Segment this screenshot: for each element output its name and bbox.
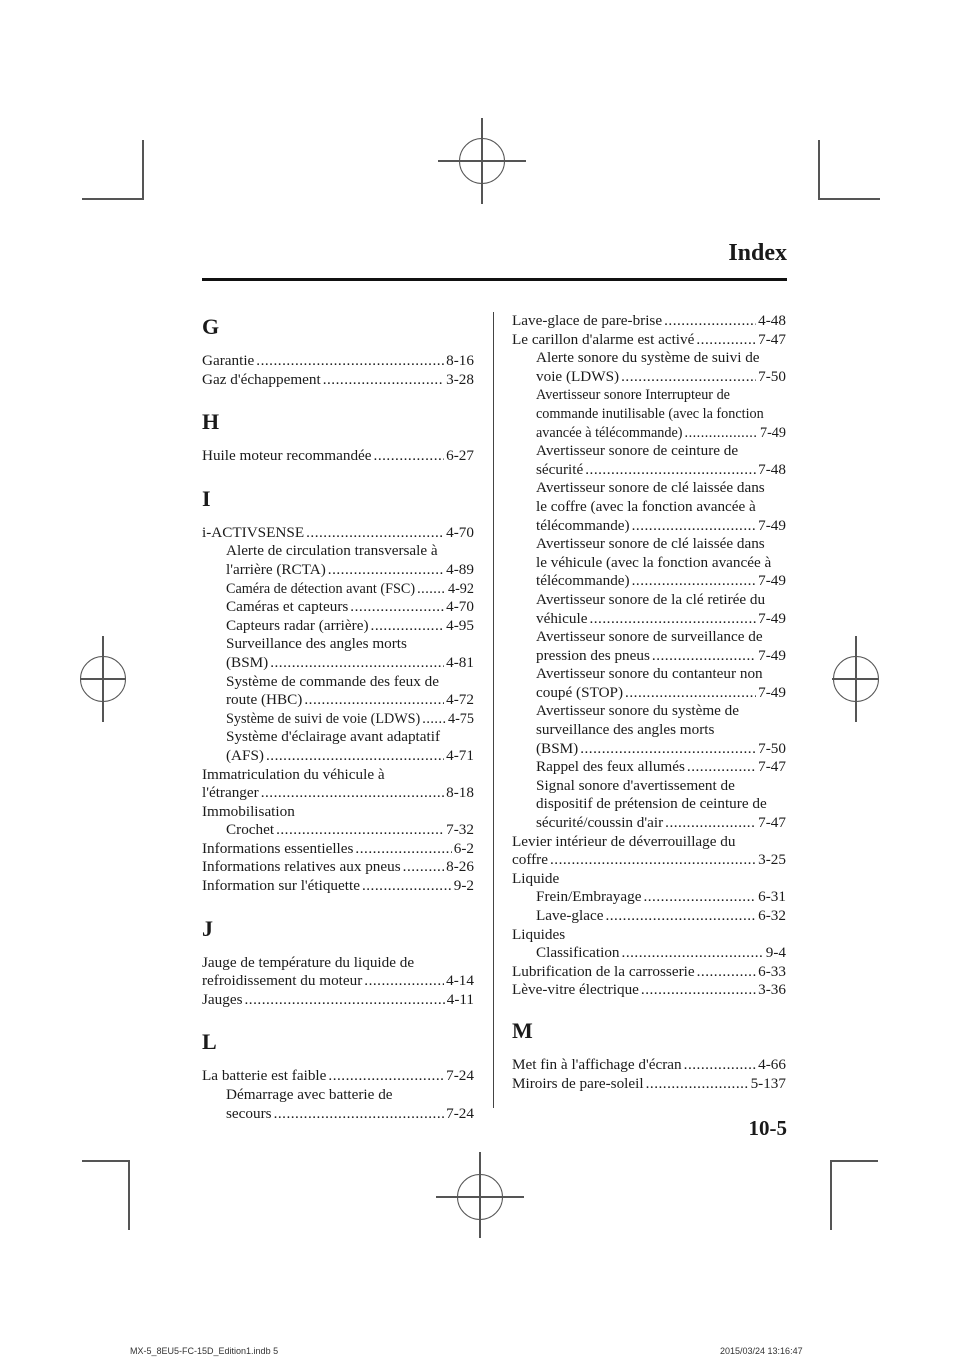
index-entry: Jauge de température du liquide de <box>202 953 415 971</box>
index-subentry: avancée à télécommande) ..... 7-49 <box>512 424 786 443</box>
index-subentry: secours ..... 7-24 <box>202 1105 474 1124</box>
index-entry: Met fin à l'affichage d'écran ..... 4-66 <box>512 1056 786 1075</box>
index-subentry: voie (LDWS) ..... 7-50 <box>512 368 786 387</box>
index-entry: Le carillon d'alarme est activé ..... 7-47 <box>512 331 786 350</box>
crop-mark <box>128 1160 130 1230</box>
index-entry: Huile moteur recommandée ..... 6-27 <box>202 447 474 466</box>
index-entry: Immobilisation <box>202 802 295 820</box>
footer-file-name: MX-5_8EU5-FC-15D_Edition1.indb 5 <box>130 1346 279 1356</box>
index-entry: Jauges ..... 4-11 <box>202 991 474 1010</box>
crop-mark <box>142 140 144 200</box>
index-subentry: le véhicule (avec la fonction avancée à <box>536 553 772 571</box>
index-subentry: l'arrière (RCTA) ..... 4-89 <box>202 561 474 580</box>
index-subentry: sécurité ..... 7-48 <box>512 461 786 480</box>
index-entry: Informations essentielles ..... 6-2 <box>202 840 474 859</box>
index-subentry: Frein/Embrayage ..... 6-31 <box>512 888 786 907</box>
index-subentry: Avertisseur sonore de la clé retirée du <box>536 590 766 608</box>
index-subentry: télécommande) ..... 7-49 <box>512 517 786 536</box>
index-entry: Garantie ..... 8-16 <box>202 352 474 371</box>
index-subentry: (BSM) ..... 4-81 <box>202 654 474 673</box>
index-column-right <box>512 312 786 1093</box>
index-subentry: surveillance des angles morts <box>536 721 715 739</box>
index-entry: Liquides <box>512 925 566 943</box>
index-subentry: (AFS) ..... 4-71 <box>202 747 474 766</box>
index-entry: Lève-vitre électrique ..... 3-36 <box>512 981 786 1000</box>
index-subentry: (BSM) ..... 7-50 <box>512 740 786 759</box>
index-subentry: Surveillance des angles morts <box>226 635 407 653</box>
index-subentry: Alerte sonore du système de suivi de <box>536 349 760 367</box>
section-letter: M <box>512 1017 533 1043</box>
index-subentry: Classification ..... 9-4 <box>512 944 786 963</box>
index-subentry: Alerte de circulation transversale à <box>226 542 438 560</box>
crop-mark <box>830 1160 878 1162</box>
index-entry: i-ACTIVSENSE ..... 4-70 <box>202 524 474 543</box>
index-subentry: pression des pneus ..... 7-49 <box>512 647 786 666</box>
index-entry: Liquide <box>512 869 560 887</box>
index-subentry: Démarrage avec batterie de <box>226 1086 393 1104</box>
index-subentry: sécurité/coussin d'air ..... 7-47 <box>512 814 786 833</box>
index-subentry: Système d'éclairage avant adaptatif <box>226 728 440 746</box>
column-divider <box>493 312 494 1108</box>
index-subentry: télécommande) ..... 7-49 <box>512 572 786 591</box>
index-subentry: Avertisseur sonore du système de <box>536 702 740 720</box>
index-entry: La batterie est faible ..... 7-24 <box>202 1067 474 1086</box>
page-number: 10-5 <box>748 1116 787 1140</box>
section-letter: H <box>202 409 220 435</box>
section-letter: J <box>202 915 213 941</box>
index-subentry: Capteurs radar (arrière) ..... 4-95 <box>202 617 474 636</box>
index-subentry: Signal sonore d'avertissement de <box>536 776 735 794</box>
index-subentry: Caméra de détection avant (FSC) ..... 4-92 <box>202 580 474 599</box>
crop-mark <box>818 140 820 200</box>
index-subentry: le coffre (avec la fonction avancée à <box>536 497 756 515</box>
section-letter: L <box>202 1029 217 1055</box>
index-entry: Lubrification de la carrosserie ..... 6-33 <box>512 963 786 982</box>
index-entry: l'étranger ..... 8-18 <box>202 784 474 803</box>
crop-mark <box>82 1160 130 1162</box>
index-entry: coffre ..... 3-25 <box>512 851 786 870</box>
index-subentry: véhicule ..... 7-49 <box>512 610 786 629</box>
index-subentry: dispositif de prétension de ceinture de <box>536 795 767 813</box>
crop-mark <box>830 1160 832 1230</box>
index-subentry: Avertisseur sonore de clé laissée dans <box>536 535 765 553</box>
index-entry: Information sur l'étiquette ..... 9-2 <box>202 877 474 896</box>
section-letter: I <box>202 485 211 511</box>
index-entry: refroidissement du moteur ..... 4-14 <box>202 972 474 991</box>
index-entry: Informations relatives aux pneus ..... 8-26 <box>202 858 474 877</box>
index-subentry: Avertisseur sonore de clé laissée dans <box>536 479 765 497</box>
section-letter: G <box>202 314 220 339</box>
index-subentry: coupé (STOP) ..... 7-49 <box>512 684 786 703</box>
footer-timestamp: 2015/03/24 13:16:47 <box>720 1346 803 1356</box>
index-subentry: Avertisseur sonore du contanteur non <box>536 665 763 683</box>
page-title: Index <box>728 240 787 266</box>
index-subentry: Système de commande des feux de <box>226 672 439 690</box>
index-subentry: route (HBC) ..... 4-72 <box>202 691 474 710</box>
index-column-left <box>202 312 474 1123</box>
index-subentry: Rappel des feux allumés ..... 7-47 <box>512 758 786 777</box>
index-subentry: commande inutilisable (avec la fonction <box>536 405 764 422</box>
index-entry: Miroirs de pare-soleil ..... 5-137 <box>512 1075 786 1094</box>
index-subentry: Caméras et capteurs ..... 4-70 <box>202 598 474 617</box>
index-subentry: Avertisseur sonore Interrupteur de <box>536 387 730 404</box>
index-subentry: Crochet ..... 7-32 <box>202 821 474 840</box>
index-subentry: Système de suivi de voie (LDWS) ..... 4-75 <box>202 710 474 729</box>
index-entry: Levier intérieur de déverrouillage du <box>512 832 736 850</box>
index-entry: Immatriculation du véhicule à <box>202 765 385 783</box>
index-entry: Gaz d'échappement ..... 3-28 <box>202 371 474 390</box>
crop-mark <box>82 198 144 200</box>
index-subentry: Avertisseur sonore de surveillance de <box>536 628 763 646</box>
page-header <box>202 238 787 281</box>
crop-mark <box>818 198 880 200</box>
index-subentry: Avertisseur sonore de ceinture de <box>536 442 739 460</box>
index-entry: Lave-glace de pare-brise ..... 4-48 <box>512 312 786 331</box>
index-subentry: Lave-glace ..... 6-32 <box>512 907 786 926</box>
